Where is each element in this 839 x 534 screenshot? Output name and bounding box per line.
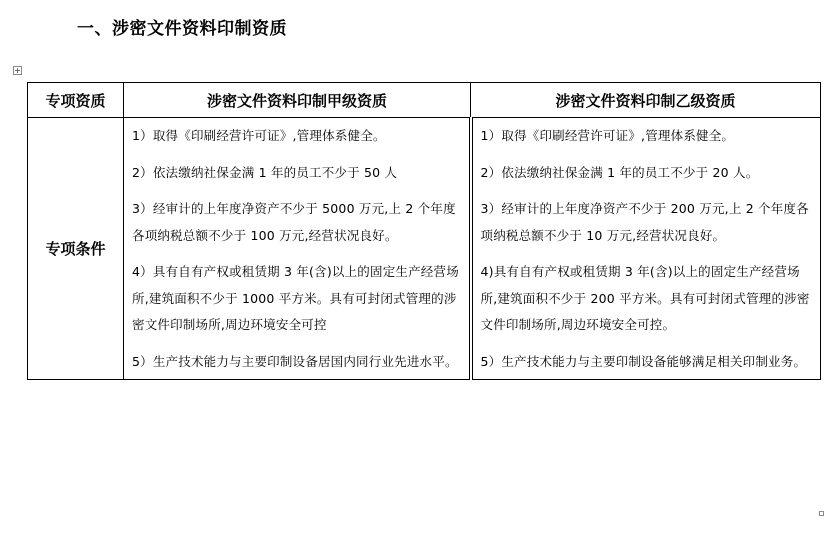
- header-category: 专项资质: [28, 83, 124, 118]
- grade-b-condition-5: 5）生产技术能力与主要印制设备能够满足相关印制业务。: [480, 353, 807, 369]
- grade-a-condition-4: 4）具有自有产权或租赁期 3 年(含)以上的固定生产经营场所,建筑面积不少于 1000 平方米。具有可封闭式管理的涉密文件印制场所,周边环境安全可控: [132, 264, 459, 332]
- table-move-handle-icon[interactable]: [13, 66, 22, 75]
- section-heading: 一、涉密文件资料印制资质: [77, 19, 287, 39]
- grade-a-condition-3: 3）经审计的上年度净资产不少于 5000 万元,上 2 个年度各项纳税总额不少于 100 万元,经营状况良好。: [132, 201, 456, 243]
- table-resize-handle-icon[interactable]: [819, 511, 824, 516]
- grade-a-conditions-cell: [124, 118, 471, 380]
- grade-b-condition-3: 3）经审计的上年度净资产不少于 200 万元,上 2 个年度各项纳税总额不少于 10 万元,经营状况良好。: [480, 201, 809, 243]
- grade-b-condition-1: 1）取得《印刷经营许可证》,管理体系健全。: [480, 128, 735, 143]
- header-grade-b: 涉密文件资料印制乙级资质: [471, 83, 821, 118]
- table-header-row: [28, 83, 821, 118]
- table-conditions-row: [28, 118, 821, 380]
- qualification-table: [27, 82, 821, 380]
- grade-a-condition-1: 1）取得《印刷经营许可证》,管理体系健全。: [132, 128, 386, 143]
- grade-a-condition-5: 5）生产技术能力与主要印制设备居国内同行业先进水平。: [132, 353, 458, 369]
- grade-b-condition-4: 4)具有自有产权或租赁期 3 年(含)以上的固定生产经营场所,建筑面积不少于 200 平方米。具有可封闭式管理的涉密文件印制场所,周边环境安全可控。: [480, 264, 810, 332]
- grade-b-condition-2: 2）依法缴纳社保金满 1 年的员工不少于 20 人。: [480, 164, 759, 180]
- grade-a-condition-2: 2）依法缴纳社保金满 1 年的员工不少于 50 人: [132, 164, 398, 180]
- grade-b-conditions-cell: [471, 118, 821, 380]
- row-label-conditions: 专项条件: [28, 118, 124, 380]
- header-grade-a: 涉密文件资料印制甲级资质: [124, 83, 471, 118]
